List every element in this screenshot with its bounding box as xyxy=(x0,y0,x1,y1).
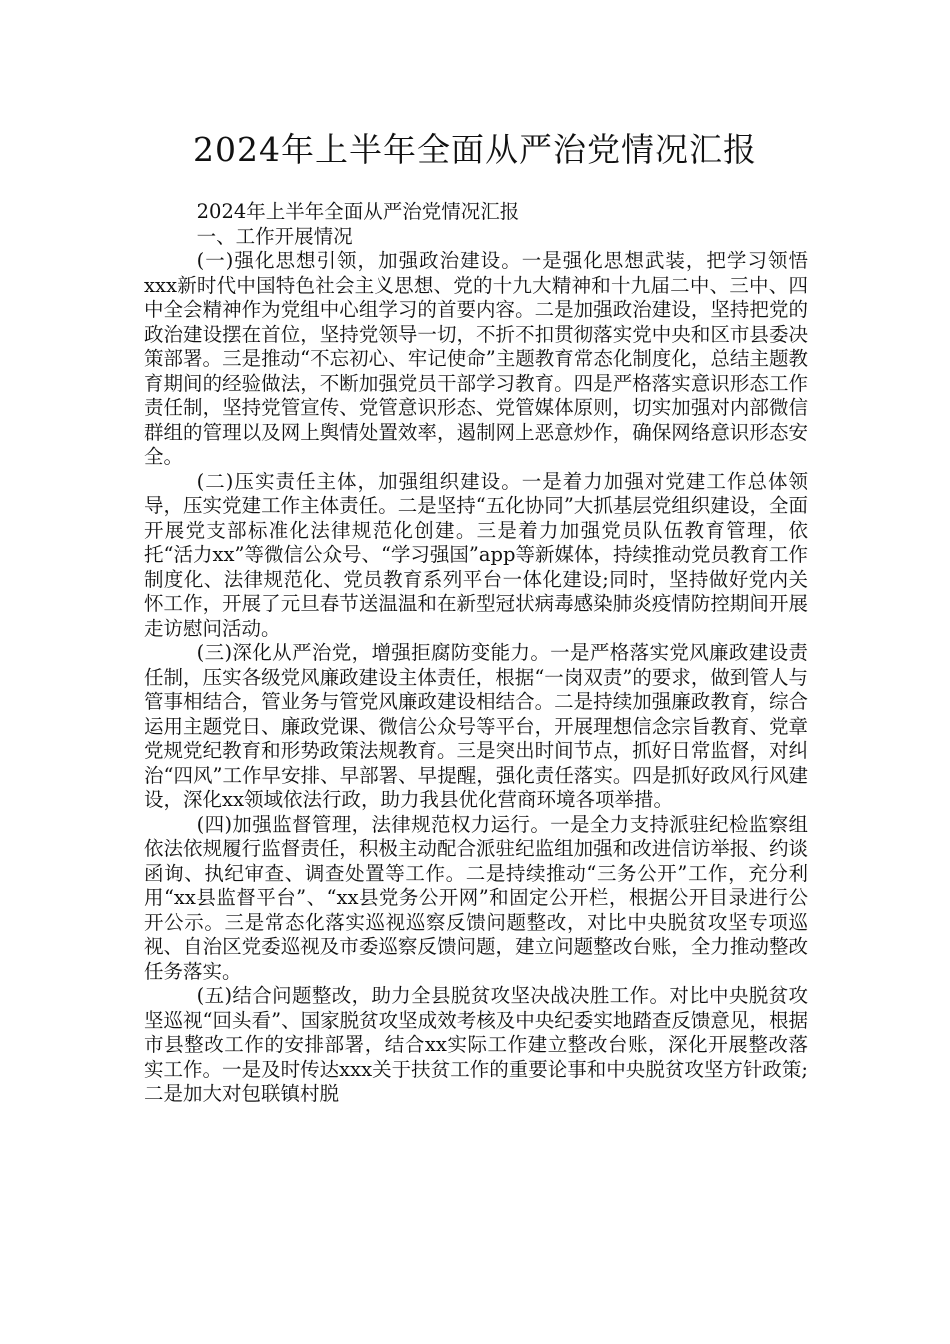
paragraph-subtitle: 2024年上半年全面从严治党情况汇报 xyxy=(196,200,520,223)
document-body xyxy=(144,200,808,1107)
paragraph-5: (五)结合问题整改，助力全县脱贫攻坚决战决胜工作。对比中央脱贫攻坚巡视“回头看”、国家脱贫攻坚成效考核及中央纪委实地踏查反馈意见，根据市县整改工作的安排部署，结合xx实际工作建立整改台账，深化开展整改落实工作。一是及时传达xxx关于扶贫工作的重要论事和中央脱贫攻坚方针政策;二是加大对包联镇村脱 xyxy=(144,984,808,1105)
paragraph-3: (三)深化从严治党，增强拒腐防变能力。一是严格落实党风廉政建设责任制，压实各级党风廉政建设主体责任，根据“一岗双责”的要求，做到管人与管事相结合，管业务与管党风廉政建设相结合。二是持续加强廉政教育，综合运用主题党日、廉政党课、微信公众号等平台，开展理想信念宗旨教育、党章党规党纪教育和形势政策法规教育。三是突出时间节点，抓好日常监督，对纠治“四风”工作早安排、早部署、早提醒，强化责任落实。四是抓好政风行风建设，深化xx领域依法行政，助力我县优化营商环境各项举措。 xyxy=(144,641,808,811)
section-heading-work-status: 一、工作开展情况 xyxy=(196,224,353,248)
paragraph-2: (二)压实责任主体，加强组织建设。一是着力加强对党建工作总体领导，压实党建工作主体责任。二是坚持“五化协同”大抓基层党组织建设，全面开展党支部标准化法律规范化创建。三是着力加强党员队伍教育管理，依托“活力xx”等微信公众号、“学习强国”app等新媒体，持续推动党员教育工作制度化、法律规范化、党员教育系列平台一体化建设;同时，坚持做好党内关怀工作，开展了元旦春节送温温和在新型冠状病毒感染肺炎疫情防控期间开展走访慰问活动。 xyxy=(144,469,808,640)
document-title: 2024年上半年全面从严治党情况汇报 xyxy=(193,130,757,169)
paragraph-4: (四)加强监督管理，法律规范权力运行。一是全力支持派驻纪检监察组依法依规履行监督责任，积极主动配合派驻纪监组加强和改进信访举报、约谈函询、执纪审查、调查处置等工作。二是持续推动“三务公开”工作，充分利用“xx县监督平台”、“xx县党务公开网”和固定公开栏，根据公开目录进行公开公示。三是常态化落实巡视巡察反馈问题整改，对比中央脱贫攻坚专项巡视、自治区党委巡视及市委巡察反馈问题，建立问题整改台账，全力推动整改任务落实。 xyxy=(144,812,808,983)
paragraph-1: (一)强化思想引领，加强政治建设。一是强化思想武装，把学习领悟xxx新时代中国特色社会主义思想、党的十九大精神和十九届二中、三中、四中全会精神作为党组中心组学习的首要内容。二是加强政治建设，坚持把党的政治建设摆在首位，坚持党领导一切，不折不扣贯彻落实党中央和区市县委决策部署。三是推动“不忘初心、牢记使命”主题教育常态化制度化，总结主题教育期间的经验做法，不断加强党员干部学习教育。四是严格落实意识形态工作责任制，坚持党管宣传、党管意识形态、党管媒体原则，切实加强对内部微信群组的管理以及网上舆情处置效率，遏制网上恶意炒作，确保网络意识形态安全。 xyxy=(144,249,808,468)
